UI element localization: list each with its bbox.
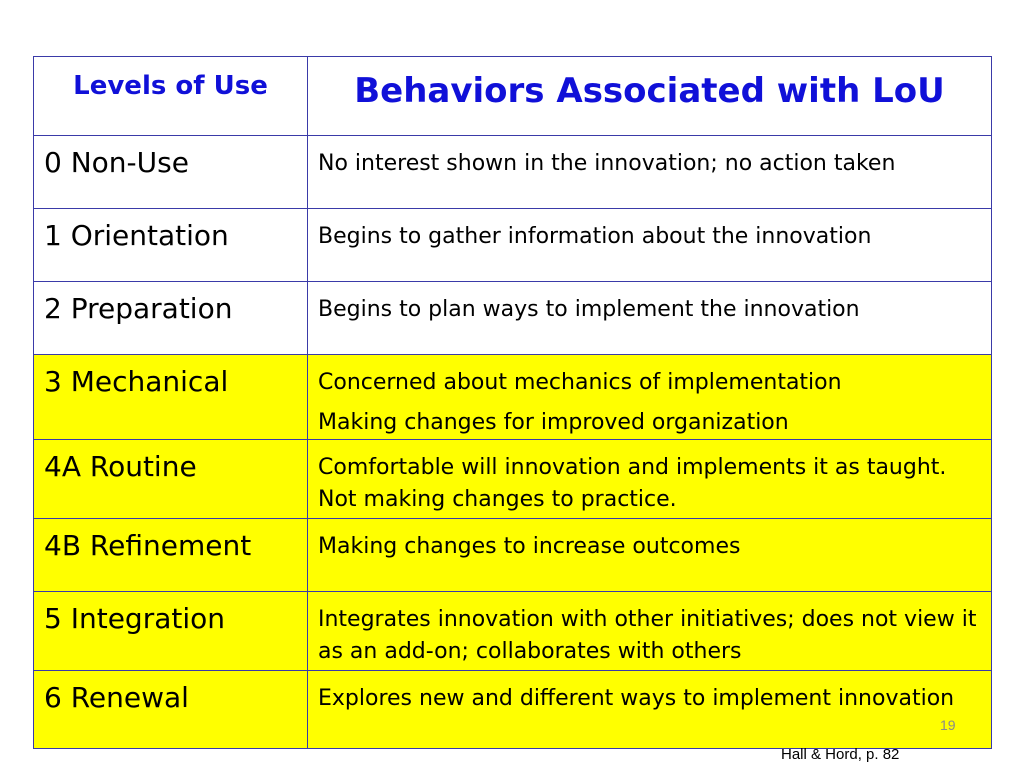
level-cell: 3 Mechanical <box>34 355 308 440</box>
level-cell: 5 Integration <box>34 592 308 671</box>
level-cell: 0 Non-Use <box>34 136 308 209</box>
table-row <box>34 209 992 282</box>
behavior-cell <box>308 355 992 440</box>
table-header-row <box>34 57 992 136</box>
behavior-cell <box>308 136 992 209</box>
behavior-text: Explores new and different ways to implement innovation <box>318 686 955 711</box>
behavior-cell <box>308 519 992 592</box>
header-levels-label: Levels of Use <box>73 71 268 101</box>
header-behaviors-label: Behaviors Associated with LoU <box>354 71 945 111</box>
level-cell: 4A Routine <box>34 440 308 519</box>
table-row <box>34 282 992 355</box>
behavior-text: Begins to plan ways to implement the innovation <box>318 297 860 322</box>
levels-of-use-table <box>33 56 992 749</box>
behavior-cell <box>308 282 992 355</box>
behavior-cell <box>308 592 992 671</box>
level-cell: 1 Orientation <box>34 209 308 282</box>
table-row <box>34 355 992 440</box>
behavior-text: Integrates innovation with other initiatives; does not view it as an add-on; collaborates with others <box>318 607 977 664</box>
behavior-cell <box>308 671 992 749</box>
table-row <box>34 671 992 749</box>
behavior-text: Concerned about mechanics of implementation <box>318 370 842 395</box>
header-behaviors-cell <box>308 57 992 136</box>
table-row <box>34 136 992 209</box>
table-row <box>34 592 992 671</box>
behavior-cell <box>308 209 992 282</box>
table-row <box>34 519 992 592</box>
citation: Hall & Hord, p. 82 <box>781 746 900 763</box>
behavior-cell <box>308 440 992 519</box>
header-levels-cell <box>34 57 308 136</box>
behavior-text: Comfortable will innovation and implements it as taught. Not making changes to practice. <box>318 455 947 512</box>
level-cell: 2 Preparation <box>34 282 308 355</box>
behavior-text: Making changes to increase outcomes <box>318 534 741 559</box>
level-cell: 6 Renewal <box>34 671 308 749</box>
level-cell: 4B Refinement <box>34 519 308 592</box>
page-number: 19 <box>940 717 956 733</box>
behavior-text: Begins to gather information about the innovation <box>318 224 872 249</box>
table-row <box>34 440 992 519</box>
behavior-text: No interest shown in the innovation; no action taken <box>318 151 896 176</box>
behavior-text: Making changes for improved organization <box>318 410 789 435</box>
